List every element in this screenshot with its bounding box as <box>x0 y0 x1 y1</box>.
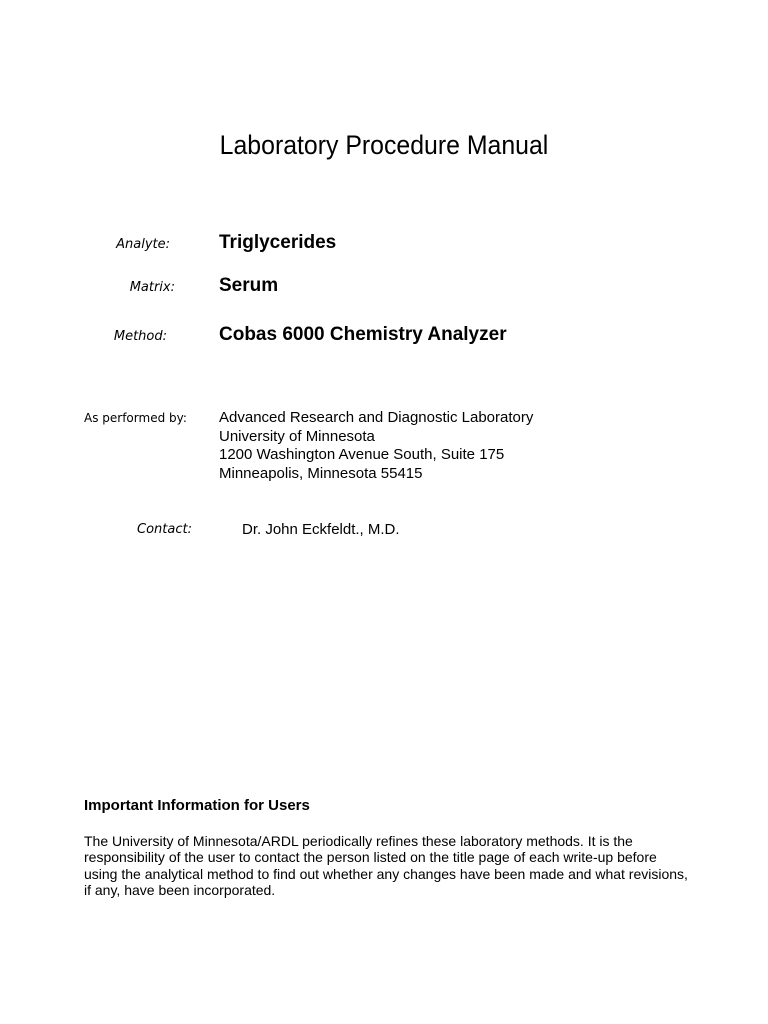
info-line: if any, have been incorporated. <box>84 881 276 898</box>
method-value: Cobas 6000 Chemistry Analyzer <box>219 324 507 345</box>
important-info-body <box>84 833 704 898</box>
matrix-value: Serum <box>219 275 279 296</box>
matrix-label: Matrix: <box>129 280 175 295</box>
performed-by-label: As performed by: <box>84 411 187 425</box>
contact-value: Dr. John Eckfeldt., M.D. <box>242 521 400 538</box>
info-line: responsibility of the user to contact the person listed on the title page of each write-up before <box>84 849 657 866</box>
analyte-label: Analyte: <box>116 237 170 252</box>
analyte-value: Triglycerides <box>219 232 337 253</box>
important-info-heading: Important Information for Users <box>84 797 310 814</box>
info-line: The University of Minnesota/ARDL periodically refines these laboratory methods. It is the <box>84 833 633 849</box>
address-line: University of Minnesota <box>219 427 375 445</box>
address-line: Minneapolis, Minnesota 55415 <box>219 464 423 482</box>
method-label: Method: <box>113 329 167 344</box>
contact-label: Contact: <box>137 522 192 537</box>
address-line: 1200 Washington Avenue South, Suite 175 <box>219 446 505 463</box>
performed-by-address <box>219 409 533 483</box>
address-line: Advanced Research and Diagnostic Laboratory <box>219 409 534 426</box>
info-line: using the analytical method to find out whether any changes have been made and what revisions, <box>84 865 688 882</box>
document-title: Laboratory Procedure Manual <box>219 130 549 160</box>
